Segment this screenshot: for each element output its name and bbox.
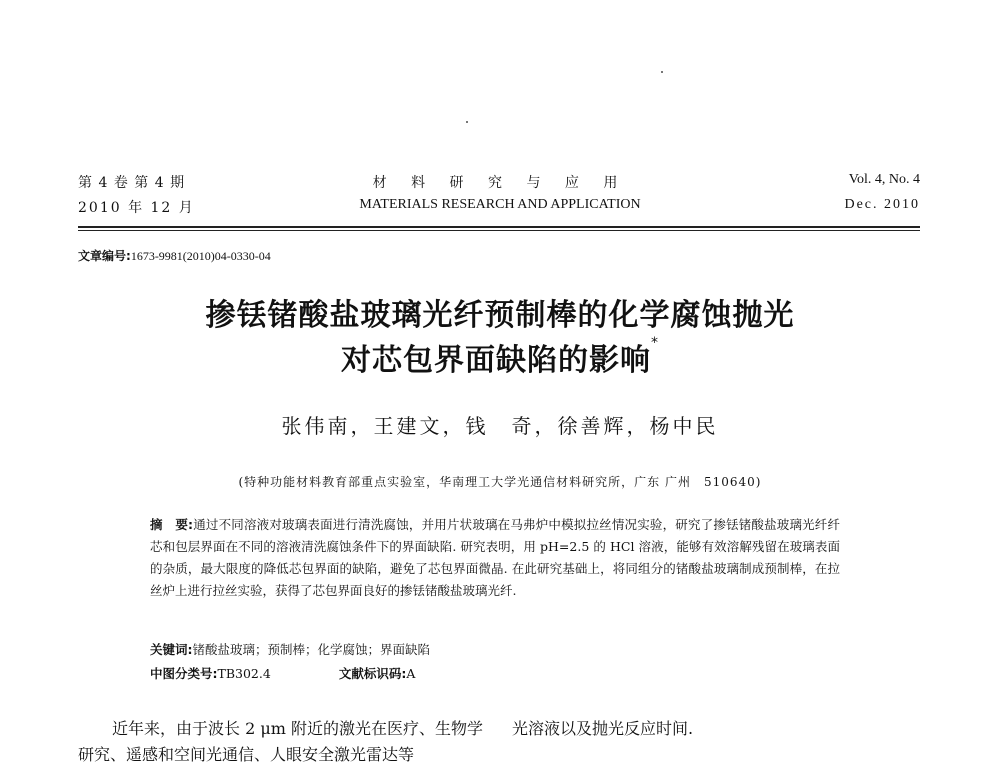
abstract bbox=[150, 514, 840, 602]
classification bbox=[150, 664, 415, 682]
paper-title-line2 bbox=[0, 335, 1000, 379]
title-footnote-mark: * bbox=[651, 335, 659, 351]
journal-volume-issue: 第 4 卷 第 4 期 bbox=[78, 175, 186, 191]
journal-volume-en: Vol. 4, No. 4 bbox=[848, 172, 920, 187]
scan-speck bbox=[466, 121, 468, 123]
body-text-left-content: 近年来，由于波长 2 μm 附近的激光在医疗、生物学研究、遥感和空间光通信、人眼安全激光雷达等 bbox=[78, 719, 484, 764]
doc-code-label: 文献标识码: bbox=[338, 666, 407, 681]
classification-label: 中图分类号: bbox=[150, 666, 218, 681]
header-rule-thin bbox=[78, 230, 920, 231]
keywords bbox=[150, 640, 430, 658]
classification-value: TB302.4 bbox=[217, 666, 271, 681]
abstract-label: 摘 要: bbox=[150, 517, 194, 532]
header-rule-thick bbox=[78, 226, 920, 228]
article-number-value: 1673-9981(2010)04-0330-04 bbox=[130, 249, 271, 263]
paper-title-line1: 掺铥锗酸盐玻璃光纤预制棒的化学腐蚀抛光 bbox=[205, 298, 795, 333]
author-list: 张伟南，王建文，钱 奇，徐善辉，杨中民 bbox=[281, 414, 719, 438]
article-number bbox=[78, 247, 271, 264]
journal-date-cn: 2010 年 12 月 bbox=[78, 200, 195, 216]
journal-date-en: Dec. 2010 bbox=[844, 197, 920, 212]
scan-speck bbox=[661, 71, 663, 73]
journal-name-cn: 材 料 研 究 与 应 用 bbox=[372, 175, 628, 191]
abstract-text: 通过不同溶液对玻璃表面进行清洗腐蚀，并用片状玻璃在马弗炉中模拟拉丝情况实验，研究了掺铥锗酸盐玻璃光纤纤芯和包层界面在不同的溶液清洗腐蚀条件下的界面缺陷. 研究表明，用 pH=2.5 的 HCl 溶液，能够有效溶解残留在玻璃表面的杂质，最大限度的降低芯包界面的缺陷，避免了芯包界面微晶. 在此研究基础上，将同组分的锗酸盐玻璃制成预制棒，在拉丝炉上进行拉丝实验，获得了芯包界面良好的掺铥锗酸盐玻璃光纤. bbox=[150, 517, 840, 598]
keywords-text: 锗酸盐玻璃；预制棒；化学腐蚀；界面缺陷 bbox=[192, 642, 431, 657]
body-text-right: 光溶液以及抛光反应时间. bbox=[512, 719, 694, 738]
keywords-label: 关键词: bbox=[150, 642, 193, 657]
body-text-left bbox=[78, 716, 498, 768]
journal-name-en: MATERIALS RESEARCH AND APPLICATION bbox=[359, 197, 641, 212]
article-number-label: 文章编号: bbox=[78, 249, 131, 263]
doc-code-value: A bbox=[406, 666, 416, 681]
affiliation: (特种功能材料教育部重点实验室，华南理工大学光通信材料研究所，广东 广州 510640) bbox=[238, 475, 762, 489]
paper-title-line2-text: 对芯包界面缺陷的影响 bbox=[341, 343, 651, 378]
